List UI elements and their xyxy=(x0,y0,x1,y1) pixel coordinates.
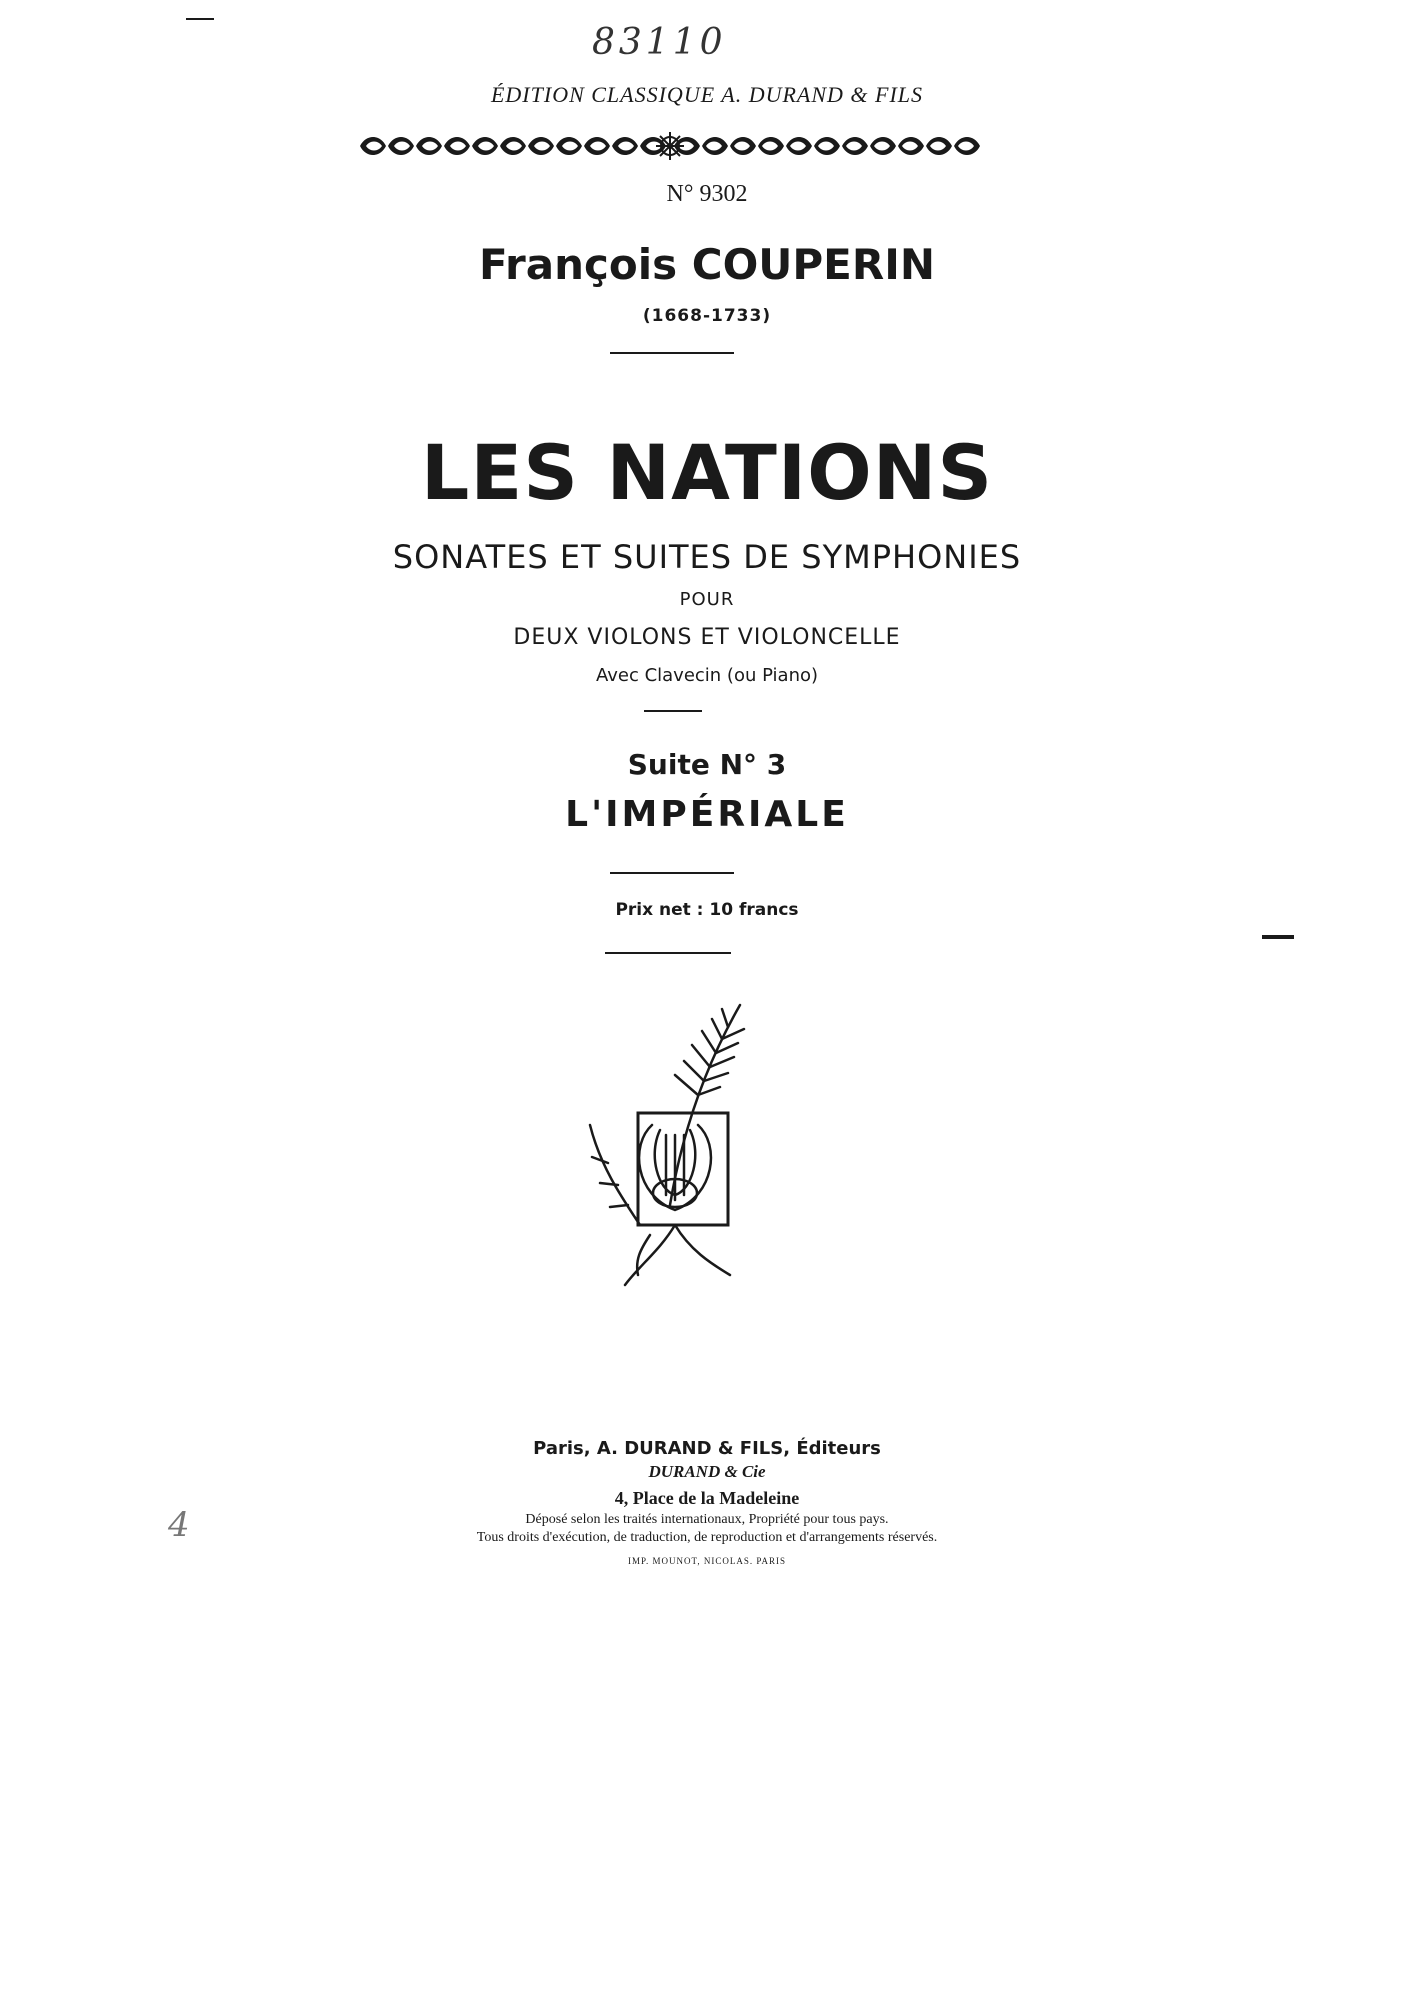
main-title: LES NATIONS xyxy=(420,428,994,517)
margin-pencil-note: 4 xyxy=(168,1505,190,1545)
printer-credit: IMP. MOUNOT, NICOLAS. PARIS xyxy=(627,1556,787,1566)
divider-2 xyxy=(644,710,702,712)
handwritten-catalog-number: 83110 xyxy=(592,22,727,63)
top-left-mark xyxy=(186,18,214,20)
pour-label: POUR xyxy=(679,589,735,610)
accompaniment: Avec Clavecin (ou Piano) xyxy=(595,665,819,686)
composer-name: François COUPERIN xyxy=(479,240,935,289)
series-line: ÉDITION CLASSIQUE A. DURAND & FILS xyxy=(490,82,924,107)
edition-number: N° 9302 xyxy=(666,181,748,207)
price: Prix net : 10 francs xyxy=(615,900,799,920)
publisher-address: 4, Place de la Madeleine xyxy=(614,1488,800,1508)
subtitle: SONATES ET SUITES DE SYMPHONIES xyxy=(392,538,1022,576)
publisher-line-1: Paris, A. DURAND & FILS, Éditeurs xyxy=(533,1438,881,1459)
right-edge-mark xyxy=(1262,935,1294,939)
suite-title: L'IMPÉRIALE xyxy=(565,794,849,835)
rights-notice: Tous droits d'exécution, de traduction, de reproduction et d'arrangements réservés. xyxy=(476,1530,938,1545)
composer-dates: (1668-1733) xyxy=(642,306,772,326)
suite-number: Suite N° 3 xyxy=(627,748,787,781)
divider-4 xyxy=(605,952,731,954)
divider-3 xyxy=(610,872,734,874)
divider-1 xyxy=(610,352,734,354)
fleuron-band-icon xyxy=(360,128,980,164)
publisher-line-2: DURAND & Cie xyxy=(648,1462,766,1481)
instruments: DEUX VIOLONS ET VIOLONCELLE xyxy=(513,625,901,650)
deposit-notice: Déposé selon les traités internationaux, Propriété pour tous pays. xyxy=(525,1512,889,1527)
lyre-palm-emblem-icon xyxy=(580,995,770,1295)
